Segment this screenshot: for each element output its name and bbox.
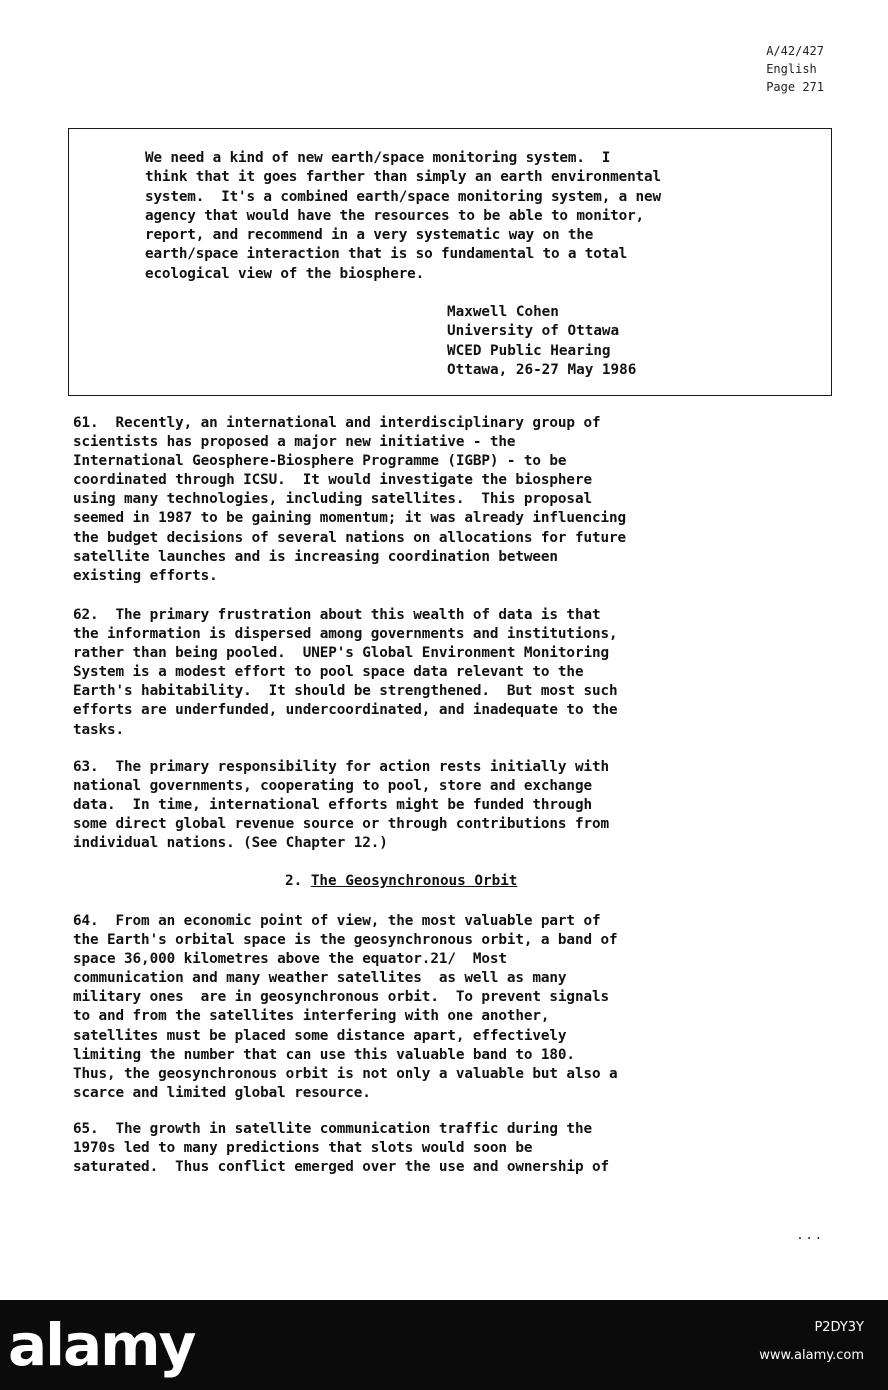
quote-place-date: Ottawa, 26-27 May 1986 — [447, 362, 637, 379]
page-number: Page 271 — [766, 80, 824, 94]
paragraph-62: 62. The primary frustration about this wealth of data is that the information is dispersed among governments and institutions, rather than being pooled. UNEP's Global Environment Monitoring System is a modest effort to pool space data relevant to the Earth's habitability. It should be strengthened. But most such efforts are underfunded, undercoordinated, and inadequate to the tasks. — [73, 607, 618, 738]
watermark-footer — [0, 1300, 888, 1390]
quote-event: WCED Public Hearing — [447, 342, 611, 359]
section-number: 2. — [285, 873, 303, 889]
doc-language: English — [766, 62, 817, 76]
section-heading — [285, 873, 517, 889]
footer-info — [759, 1314, 864, 1370]
paragraph-63: 63. The primary responsibility for action rests initially with national governments, cooperating to pool, store and exchange data. In time, international efforts might be funded through some direct global revenue source or through contributions from individual nations. (See Chapter 12.) — [73, 759, 609, 852]
continuation-marker: ... — [796, 1228, 824, 1242]
doc-number: A/42/427 — [766, 44, 824, 58]
quote-attribution — [447, 303, 636, 381]
quote-box — [68, 128, 832, 396]
paragraph-65: 65. The growth in satellite communication traffic during the 1970s led to many predictions that slots would soon be saturated. Thus conflict emerged over the use and ownership of — [73, 1121, 609, 1176]
document-header — [766, 42, 824, 96]
alamy-logo: alamy — [8, 1311, 195, 1379]
quote-author: Maxwell Cohen — [447, 304, 559, 320]
paragraph-64: 64. From an economic point of view, the most valuable part of the Earth's orbital space is the geosynchronous orbit, a band of space 36,000 kilometres above the equator.21/ Most communication and many weather satellites as well as many military ones are in geosynchronous orbit. To prevent signals to and from the satellites interfering with one another, satellites must be placed some distance apart, effectively limiting the number that can use this valuable band to 180. Thus, the geosynchronous orbit is not only a valuable but also a scarce and limited global resource. — [73, 913, 618, 1101]
quote-affiliation: University of Ottawa — [447, 323, 620, 340]
site-url: www.alamy.com — [759, 1348, 864, 1363]
image-id: P2DY3Y — [814, 1320, 864, 1335]
quote-text: We need a kind of new earth/space monitoring system. I think that it goes farther than simply an earth environmental system. It's a combined earth/space monitoring system, a new agency that would have the resources to be able to monitor, report, and recommend in a very systematic way on the earth/space interaction that is so fundamental to a total ecological view of the biosphere. — [145, 150, 661, 282]
paragraph-61: 61. Recently, an international and interdisciplinary group of scientists has proposed a major new initiative - the International Geosphere-Biosphere Programme (IGBP) - to be coordinated through ICSU. It would investigate the biosphere using many technologies, including satellites. This proposal seemed in 1987 to be gaining momentum; it was already influencing the budget decisions of several nations on allocations for future satellite launches and is increasing coordination between existing efforts. — [73, 415, 626, 584]
section-title: The Geosynchronous Orbit — [310, 873, 518, 889]
